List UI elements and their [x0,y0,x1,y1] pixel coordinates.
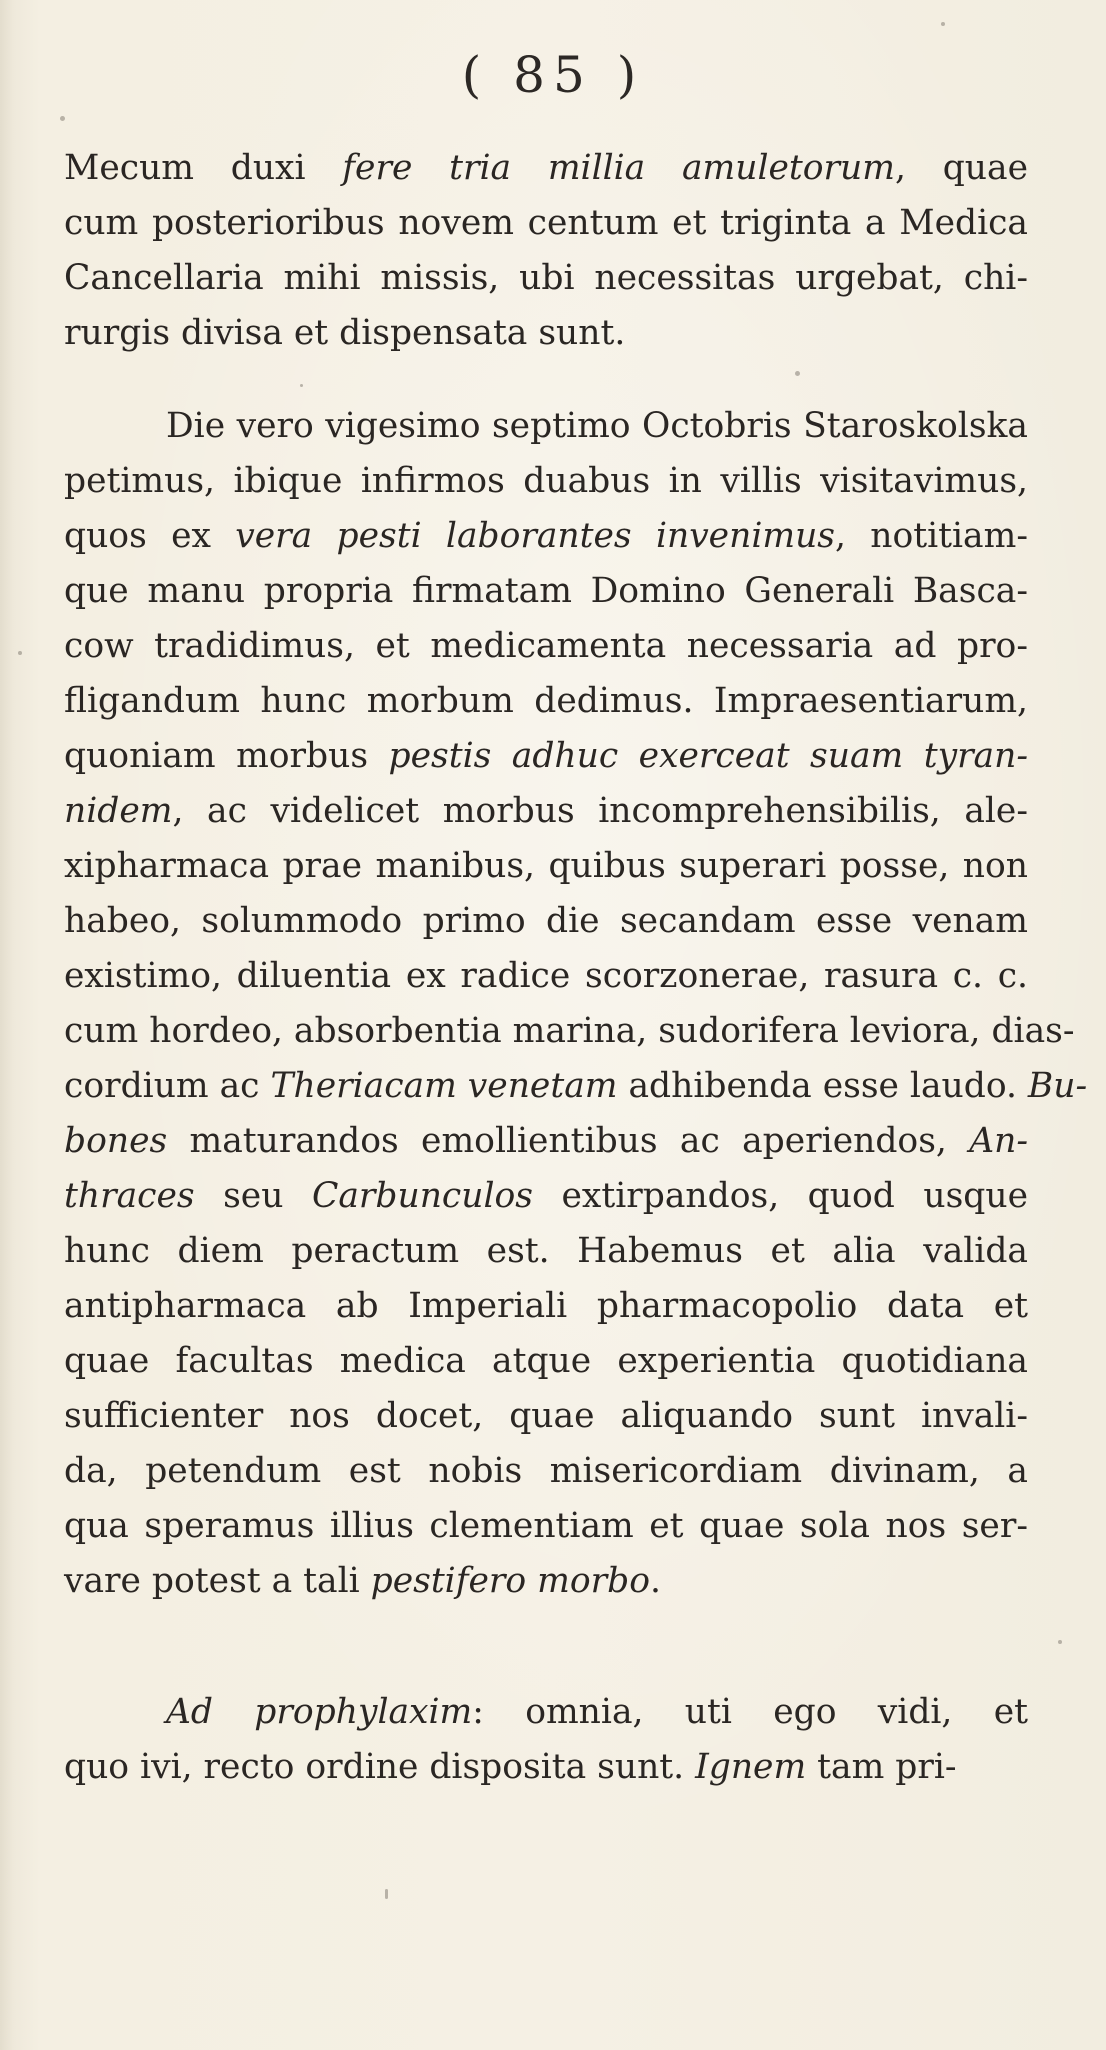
text-segment: cum hordeo, absorbentia marina, sudorifera leviora, dias- [64,1011,1075,1051]
italic-text: Bu- [1027,1066,1088,1106]
text-line [64,784,1028,839]
text-line [64,1169,1028,1224]
text-line [64,399,1028,454]
text-line [64,454,1028,509]
paper-speck [795,371,800,376]
text-segment: xipharmaca prae manibus, quibus superari posse, non [64,846,1028,886]
text-line [64,1114,1028,1169]
italic-text: Carbunculos [311,1176,533,1216]
text-line [64,894,1028,949]
italic-text: An- [969,1121,1028,1161]
text-segment: extirpandos, quod usque [533,1176,1028,1216]
italic-text: Ignem [695,1747,807,1787]
paragraph-2 [64,399,1088,1609]
text-segment: , ac videlicet morbus incomprehensibilis, ale- [172,791,1028,831]
paragraph-1 [64,141,1028,361]
text-segment: quoniam morbus [64,736,389,776]
italic-text: pestifero morbo [370,1561,650,1601]
text-segment: fligandum hunc morbum dedimus. Impraesentiarum, [64,681,1028,721]
italic-text: fere tria millia amuletorum [342,148,895,188]
text-segment: quos ex [64,516,236,556]
text-segment: Die vero vigesimo septimo Octobris Staroskolska [166,406,1028,446]
paper-speck [18,651,22,655]
text-line [64,1389,1028,1444]
text-segment: habeo, solummodo primo die secandam esse venam [64,901,1028,941]
paper-speck [941,22,945,26]
text-line [64,564,1028,619]
text-segment: . [649,1561,661,1601]
text-segment: seu [194,1176,312,1216]
text-line [64,509,1028,564]
text-segment: Cancellaria mihi missis, ubi necessitas urgebat, chi- [64,258,1028,298]
text-line [64,1279,1028,1334]
italic-text: bones [64,1121,168,1161]
italic-text: vera pesti laborantes invenimus [235,516,835,556]
text-line [64,1499,1028,1554]
text-segment: petimus, ibique infirmos duabus in villis visitavimus, [64,461,1028,501]
text-segment: que manu propria firmatam Domino Generali Basca- [64,571,1028,611]
text-line [64,1334,1028,1389]
text-segment: antipharmaca ab Imperiali pharmacopolio data et [64,1286,1028,1326]
text-segment: cordium ac [64,1066,271,1106]
text-line [64,1444,1028,1499]
text-segment: sufficienter nos docet, quae aliquando sunt invali- [64,1396,1028,1436]
text-line [64,1059,1088,1114]
italic-text: thraces [64,1176,195,1216]
italic-text: Ad prophylaxim [166,1692,473,1732]
text-segment: da, petendum est nobis misericordiam divinam, a [64,1451,1028,1491]
text-line [64,1740,1028,1795]
paper-speck [1058,1640,1062,1644]
text-line [64,949,1028,1004]
text-segment: cow tradidimus, et medicamenta necessaria ad pro- [64,626,1028,666]
text-segment: existimo, diluentia ex radice scorzonerae, rasura c. c. [64,956,1028,996]
text-segment: maturandos emollientibus ac aperiendos, [167,1121,970,1161]
italic-text: nidem [64,791,173,831]
text-segment: vare potest a tali [64,1561,371,1601]
text-line [64,1224,1028,1279]
text-segment: adhibenda esse laudo. [617,1066,1028,1106]
text-line [64,1004,1075,1059]
text-line [64,729,1028,784]
text-segment: tam pri- [806,1747,957,1787]
italic-text: pestis adhuc exerceat suam tyran- [388,736,1029,776]
text-line [64,674,1028,729]
text-segment: rurgis divisa et dispensata sunt. [64,313,626,353]
text-segment: quo ivi, recto ordine disposita sunt. [64,1747,696,1787]
text-segment: : omnia, uti ego vidi, et [472,1692,1028,1732]
text-line [64,1685,1028,1740]
paper-speck [60,116,65,121]
italic-text: Theriacam venetam [270,1066,618,1106]
page-number: ( 85 ) [461,46,645,104]
text-line [64,251,1028,306]
paper-speck [385,1889,388,1899]
text-segment: quae facultas medica atque experientia quotidiana [64,1341,1028,1381]
paragraph-3 [64,1685,1028,1795]
text-segment: hunc diem peractum est. Habemus et alia valida [64,1231,1028,1271]
text-segment: qua speramus illius clementiam et quae sola nos ser- [64,1506,1028,1546]
text-segment: cum posterioribus novem centum et triginta a Medica [64,203,1028,243]
text-segment: Mecum duxi [64,148,343,188]
paper-speck [300,384,303,387]
text-line [64,619,1028,674]
text-line [64,306,1028,361]
text-line [64,839,1028,894]
text-segment: , quae [895,148,1028,188]
text-line [64,1554,1028,1609]
text-line [64,196,1028,251]
text-segment: , notitiam- [835,516,1028,556]
text-line [64,141,1028,196]
